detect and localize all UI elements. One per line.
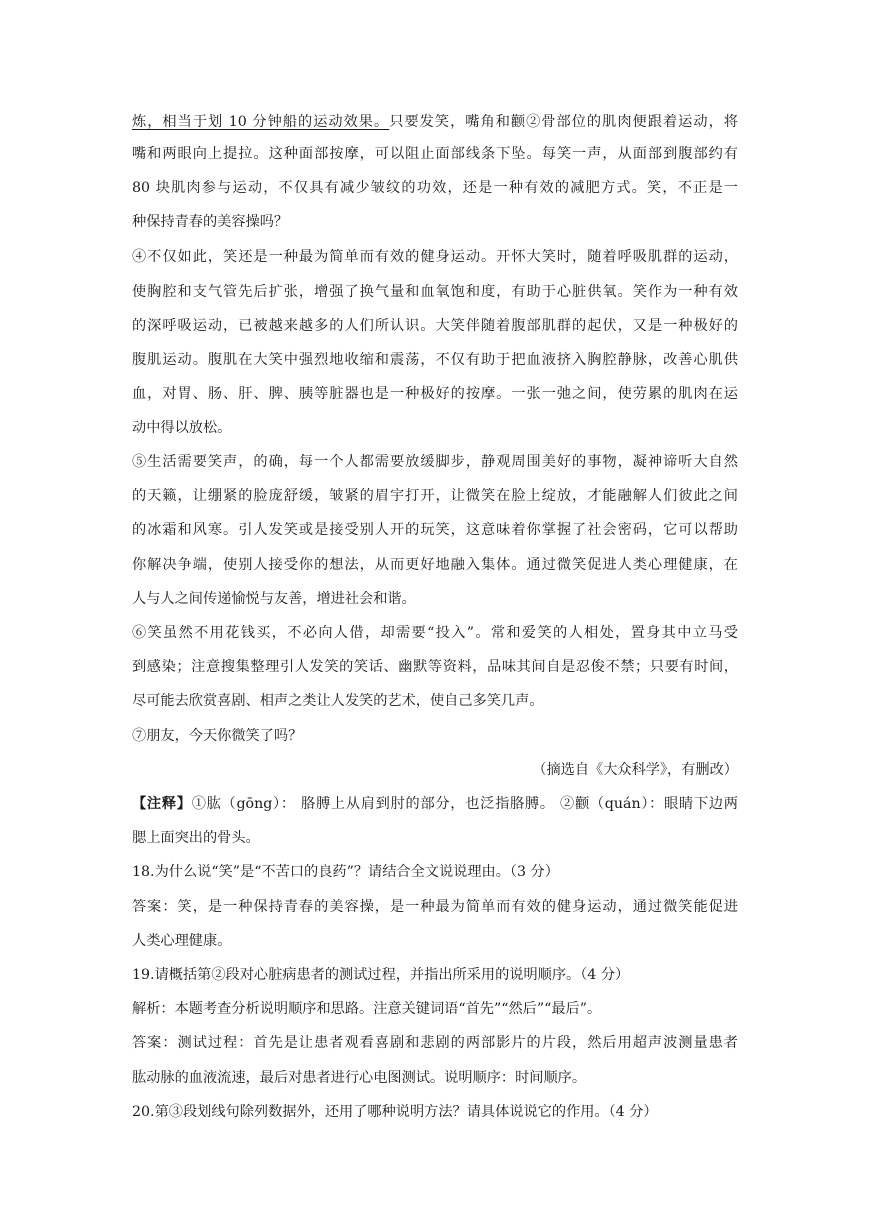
para3-line-1	[132, 112, 738, 132]
answer-19-line: 答案：测试过程：首先是让患者观看喜剧和悲剧的两部影片的片段，然后用超声波测量患者	[132, 1035, 738, 1051]
para3-line-3: 80 块肌肉参与运动，不仅具有减少皱纹的功效，还是一种有效的减肥方式。笑，不正是一	[132, 180, 738, 196]
para5-line: 人与人之间传递愉悦与友善，增进社会和谐。	[132, 591, 416, 607]
para4-line: 使胸腔和支气管先后扩张，增强了换气量和血氧饱和度，有助于心脏供氧。笑作为一种有效	[132, 284, 738, 300]
para3-line-2: 嘴和两眼向上提拉。这种面部按摩，可以阻止面部线条下坠。每笑一声，从面部到腹部约有	[132, 146, 738, 162]
note-line-1	[132, 794, 738, 814]
para6-line: ⑥笑虽然不用花钱买，不必向人借，却需要“投入”。常和爱笑的人相处，置身其中立马受	[132, 625, 738, 641]
analysis-19: 解析：本题考查分析说明顺序和思路。注意关键词语“首先”“然后”“最后”。	[132, 1001, 602, 1017]
note-label: 【注释】	[132, 796, 192, 812]
answer-19-line: 肱动脉的血液流速，最后对患者进行心电图测试。说明顺序：时间顺序。	[132, 1070, 587, 1086]
underlined-sentence: 炼，相当于划 10 分钟船的运动效果。	[132, 114, 390, 130]
para5-line: 的冰霜和风寒。引人发笑或是接受别人开的玩笑，这意味着你掌握了社会密码，它可以帮助	[132, 522, 738, 538]
para3-line-4: 种保持青春的美容操吗？	[132, 214, 289, 230]
para4-line: 血，对胃、肠、肝、脾、胰等脏器也是一种极好的按摩。一张一弛之间，使劳累的肌肉在运	[132, 386, 738, 402]
source-citation: （摘选自《大众科学》，有删改）	[532, 762, 738, 778]
question-20: 20.第③段划线句除列数据外，还用了哪种说明方法？请具体说说它的作用。（4 分）	[132, 1104, 658, 1120]
para4-line: 的深呼吸运动，已被越来越多的人们所认识。大笑伴随着腹部肌群的起伏，又是一种极好的	[132, 318, 738, 334]
note-line-2: 腮上面突出的骨头。	[132, 830, 260, 846]
para5-line: 的天籁，让绷紧的脸庞舒缓，皱紧的眉宇打开，让微笑在脸上绽放，才能融解人们彼此之间	[132, 488, 738, 504]
answer-18-line: 答案：笑，是一种保持青春的美容操，是一种最为简单而有效的健身运动，通过微笑能促进	[132, 899, 738, 915]
answer-18-line: 人类心理健康。	[132, 933, 232, 949]
para7-line: ⑦朋友，今天你微笑了吗？	[132, 728, 303, 744]
para5-line: 你解决争端，使别人接受你的想法，从而更好地融入集体。通过微笑促进人类心理健康，在	[132, 557, 738, 573]
para5-line: ⑤生活需要笑声，的确，每一个人都需要放缓脚步，静观周围美好的事物，凝神谛听大自然	[132, 454, 738, 470]
question-18: 18.为什么说“笑”是“不苦口的良药”？请结合全文说说理由。（3 分）	[132, 864, 559, 880]
para6-line: 尽可能去欣赏喜剧、相声之类让人发笑的艺术，使自己多笑几声。	[132, 693, 544, 709]
para4-line: ④不仅如此，笑还是一种最为简单而有效的健身运动。开怀大笑时，随着呼吸肌群的运动，	[132, 249, 738, 265]
question-19: 19.请概括第②段对心脏病患者的测试过程，并指出所采用的说明顺序。（4 分）	[132, 967, 630, 983]
para4-line: 腹肌运动。腹肌在大笑中强烈地收缩和震荡，不仅有助于把血液挤入胸腔静脉，改善心肌供	[132, 352, 738, 368]
note-text: ①肱（gōng）： 胳膊上从肩到肘的部分，也泛指胳膊。 ②颧（quán）：眼睛下边两	[191, 796, 738, 812]
para3-line-1-rest: 只要发笑，嘴角和颧②骨部位的肌肉便跟着运动，将	[389, 114, 738, 130]
para4-line: 动中得以放松。	[132, 420, 232, 436]
para6-line: 到感染；注意搜集整理引人发笑的笑话、幽默等资料，品味其间自是忍俊不禁；只要有时间，	[132, 659, 738, 675]
